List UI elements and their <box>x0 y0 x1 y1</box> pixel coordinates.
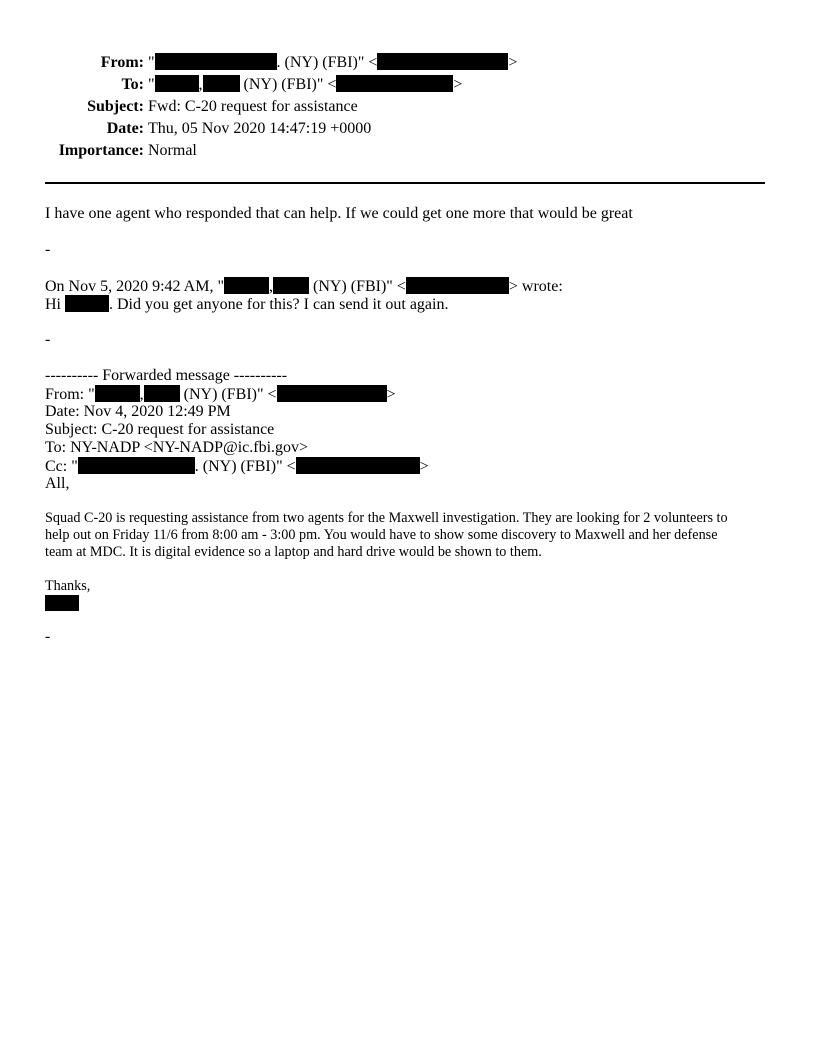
importance-label: Importance: <box>58 142 144 159</box>
separator-dash: - <box>45 241 51 258</box>
header-date-row <box>0 118 816 140</box>
redaction-block <box>144 385 180 402</box>
redaction-block <box>78 457 195 474</box>
header-divider <box>45 182 765 184</box>
forwarded-paragraph-line: team at MDC. It is digital evidence so a laptop and hard drive would be shown to them. <box>45 544 542 560</box>
header-from-row <box>0 52 816 74</box>
forwarded-to: To: NY-NADP <NY-NADP@ic.fbi.gov> <box>45 439 309 456</box>
subject-label: Subject: <box>87 98 144 115</box>
to-value: " , (NY) (FBI)" < > <box>148 76 463 93</box>
importance-value: Normal <box>148 142 197 159</box>
quoted-greeting: Hi . Did you get anyone for this? I can send it out again. <box>45 296 449 313</box>
header-subject-row <box>0 96 816 118</box>
redaction-block <box>377 53 508 70</box>
separator-dash: - <box>45 628 51 645</box>
quote-attribution: On Nov 5, 2020 9:42 AM, " , (NY) (FBI)" < > wrote: <box>45 278 563 295</box>
redaction-block <box>296 457 420 474</box>
redaction-block <box>336 75 453 92</box>
redaction-block <box>95 385 140 402</box>
forwarded-separator: ---------- Forwarded message ---------- <box>45 367 288 384</box>
to-label: To: <box>121 76 144 93</box>
date-value: Thu, 05 Nov 2020 14:47:19 +0000 <box>148 120 372 137</box>
from-label: From: <box>100 54 144 71</box>
redaction-block <box>45 595 79 611</box>
redaction-block <box>406 277 509 294</box>
redaction-block <box>224 277 269 294</box>
redaction-block <box>65 295 109 312</box>
date-label: Date: <box>106 120 144 137</box>
forwarded-paragraph-line: help out on Friday 11/6 from 8:00 am - 3:00 pm. You would have to show some discovery to Maxwell and her defense <box>45 527 718 543</box>
separator-dash: - <box>45 331 51 348</box>
forwarded-greeting: All, <box>45 475 70 492</box>
forwarded-signoff: Thanks, <box>45 578 91 594</box>
reply-text: I have one agent who responded that can help. If we could get one more that would be great <box>45 205 633 222</box>
header-importance-row <box>0 140 816 162</box>
signature-redaction <box>45 595 79 613</box>
redaction-block <box>203 75 240 92</box>
forwarded-cc: Cc: " . (NY) (FBI)" < > <box>45 458 429 475</box>
header-to-row <box>0 74 816 96</box>
from-value: " . (NY) (FBI)" < > <box>148 54 518 71</box>
forwarded-from: From: " , (NY) (FBI)" < > <box>45 386 396 403</box>
redaction-block <box>155 75 199 92</box>
forwarded-date: Date: Nov 4, 2020 12:49 PM <box>45 403 231 420</box>
subject-value: Fwd: C-20 request for assistance <box>148 98 358 115</box>
forwarded-paragraph-line: Squad C-20 is requesting assistance from two agents for the Maxwell investigation. They are looking for 2 volunteers to <box>45 510 728 526</box>
redaction-block <box>277 385 387 402</box>
redaction-block <box>273 277 309 294</box>
redaction-block <box>155 53 277 70</box>
forwarded-subject: Subject: C-20 request for assistance <box>45 421 275 438</box>
